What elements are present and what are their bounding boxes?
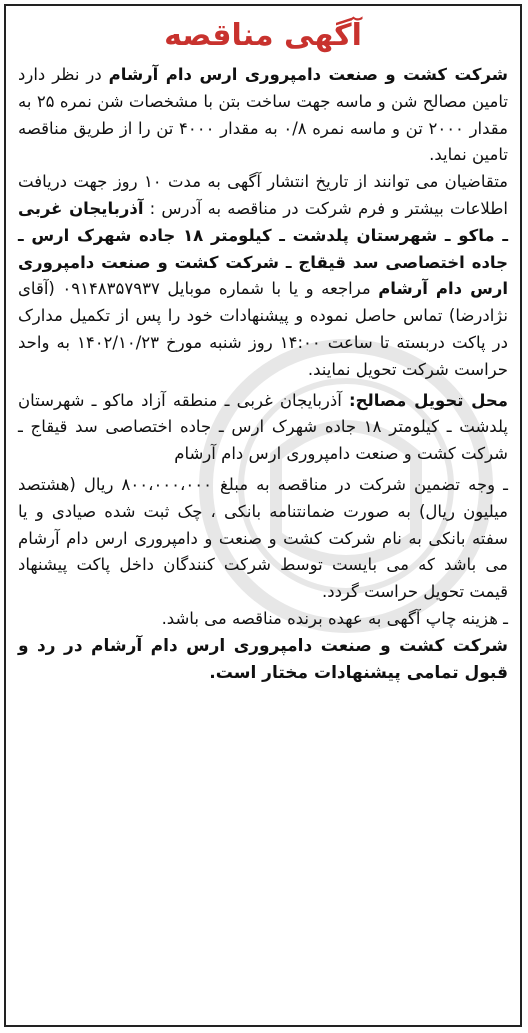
delivery-text: آذربایجان غربی ـ منطقه آزاد ماکو ـ شهرستان پلدشت ـ کیلومتر ۱۸ جاده شهرک ارس ـ جاده اختصاصی سد قیقاج ـ شرکت کشت و صنعت دامپروری ارس دام آرشام (18, 390, 508, 464)
applicants-text-1: متقاضیان می توانند از تاریخ انتشار آگهی به مدت ۱۰ روز جهت دریافت اطلاعات بیشتر و فرم شرکت در مناقصه به آدرس : (18, 172, 509, 218)
applicants-text-2: مراجعه و یا با شماره موبایل ۰۹۱۴۸۳۵۷۹۳۷ (آقای نژادرضا) تماس حاصل نموده و پیشنهادات خود را پس از تکمیل مدارک در پاکت دربسته تا ساعت ۱۴:۰۰ روز شنبه مورخ ۱۴۰۲/۱۰/۲۳ به واحد حراست شرکت تحویل نمایند. (18, 279, 508, 379)
advertisement-frame (4, 4, 522, 1027)
page-title: آگهی مناقصه (164, 18, 362, 53)
cost-paragraph: ـ هزینه چاپ آگهی به عهده برنده مناقصه می باشد. (161, 608, 508, 628)
notice-body (6, 62, 520, 686)
applicants-paragraph (18, 169, 508, 383)
delivery-label: محل تحویل مصالح: (349, 390, 508, 410)
company-name: شرکت کشت و صنعت دامپروری ارس دام آرشام (108, 65, 509, 84)
intro-paragraph (18, 62, 508, 169)
guarantee-paragraph: ـ وجه تضمین شرکت در مناقصه به مبلغ ۸۰۰،۰۰۰،۰۰۰ ریال (هشتصد میلیون ریال) به صورت ضمانتنامه بانکی ، چک ثبت شده صیادی و یا سفته بانکی به نام شرکت کشت و صنعت و دامپروری ارس دام آرشام می باشد که می بایست توسط شرکت کنندگان داخل پاکت پیشنهاد قیمت تحویل حراست گردد. (18, 474, 509, 602)
address-text: آذربایجان غربی ـ ماکو ـ شهرستان پلدشت ـ کیلومتر ۱۸ جاده شهرک ارس ـ جاده اختصاصی سد قیقاج ـ شرکت کشت و صنعت دامپروری ارس دام آرشام (18, 198, 508, 299)
delivery-paragraph (18, 388, 508, 468)
closing-statement: شرکت کشت و صنعت دامپروری ارس دام آرشام در رد و قبول تمامی پیشنهادات مختار است. (18, 635, 508, 683)
intro-text: در نظر دارد تامین مصالح شن و ماسه جهت ساخت بتن با مشخصات شن نمره ۲۵ به مقدار ۲۰۰۰ تن و ماسه نمره ۰/۸ به مقدار ۴۰۰۰ تن را از طریق مناقصه تامین نماید. (18, 65, 508, 165)
